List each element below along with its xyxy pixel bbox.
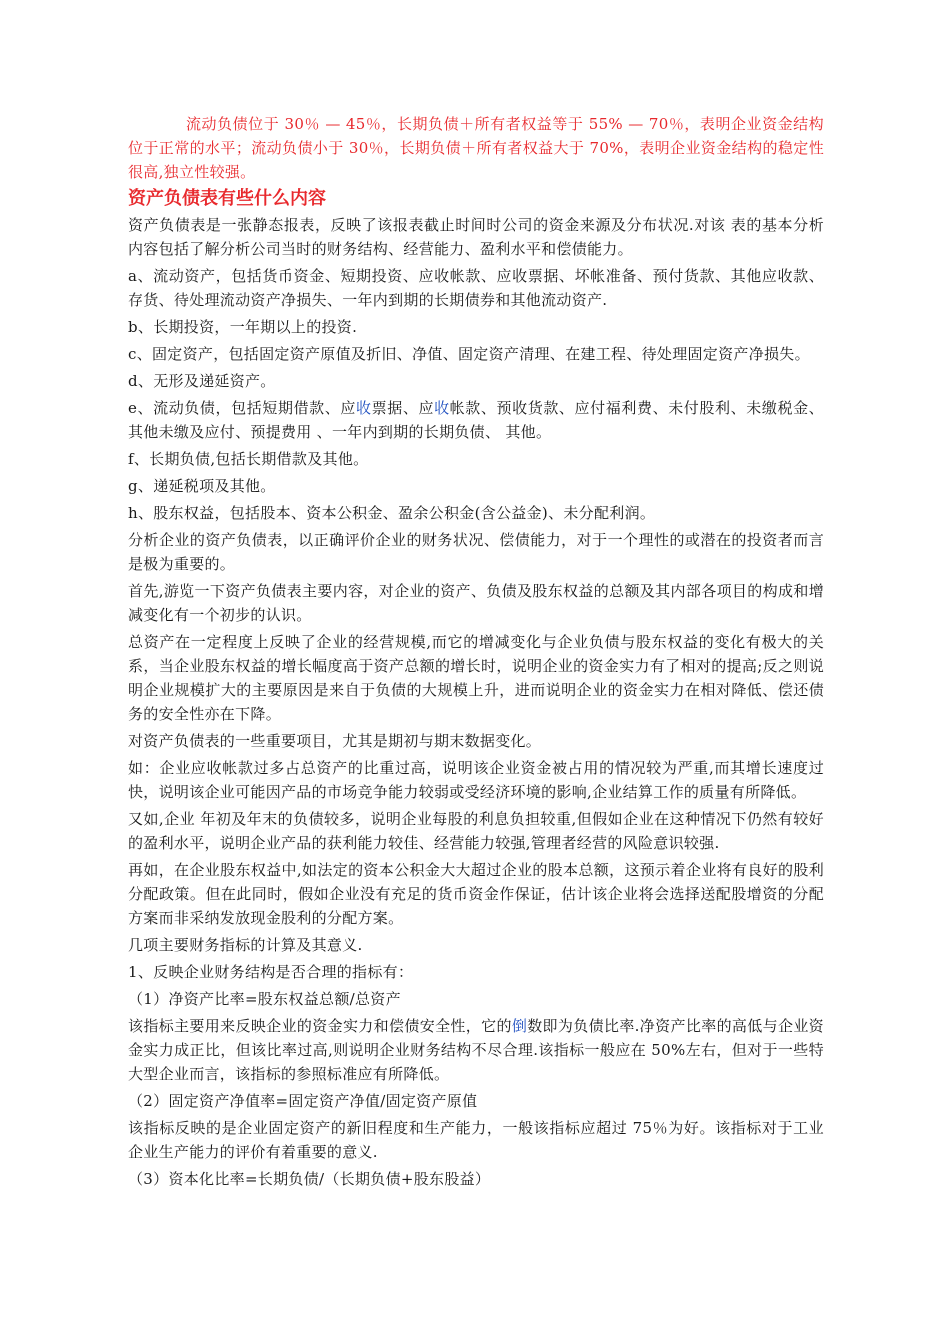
paragraph-analysis: 分析企业的资产负债表，以正确评价企业的财务状况、偿债能力，对于一个理性的或潜在的投资者而言是极为重要的。 — [128, 531, 824, 573]
paragraph-fixed-asset-ratio: 该指标反映的是企业固定资产的新旧程度和生产能力，一般该指标应超过 75％为好。该指标对于工业企业生产能力的评价有着重要的意义. — [128, 1119, 824, 1161]
paragraph-total-assets: 总资产在一定程度上反映了企业的经营规模,而它的增减变化与企业负债与股东权益的变化有极大的关系，当企业股东权益的增长幅度高于资产总额的增长时，说明企业的资金实力有了相对的提高;反之则说明企业规模扩大的主要原因是来自于负债的大规模上升，进而说明企业的资金实力在相对降低、偿还债务的安全性亦在下降。 — [128, 633, 824, 723]
item-e-highlight2: 收 — [434, 399, 450, 417]
section-heading: 资产负债表有些什么内容 — [128, 188, 326, 209]
formula-capitalization-ratio: （3）资本化比率=长期负债/（长期负债+股东股益） — [128, 1170, 491, 1188]
list-item-h: h、股东权益，包括股本、资本公积金、盈余公积金(含公益金)、未分配利润。 — [128, 504, 656, 522]
list-item-d: d、无形及递延资产。 — [128, 372, 276, 390]
paragraph-first-step: 首先,游览一下资产负债表主要内容，对企业的资产、负债及股东权益的总额及其内部各项目的构成和增减变化有一个初步的认识。 — [128, 582, 824, 624]
intro-paragraph: 流动负债位于 30％ — 45％，长期负债＋所有者权益等于 55% — 70％，表明企业资金结构位于正常的水平；流动负债小于 30％，长期负债＋所有者权益大于 70%，表明企业资金结构的稳定性很高,独立性较强。 — [128, 115, 824, 181]
list-item-e — [128, 396, 824, 444]
paragraph-indicators-intro: 几项主要财务指标的计算及其意义. — [128, 936, 363, 954]
list-item-a: a、流动资产，包括货币资金、短期投资、应收帐款、应收票据、坏帐准备、预付货款、其他应收款、存货、待处理流动资产净损失、一年内到期的长期债券和其他流动资产. — [128, 267, 824, 309]
document-page — [128, 112, 824, 1194]
p11-highlight: 倒 — [511, 1017, 528, 1035]
paragraph-overview: 资产负债表是一张静态报表，反映了该报表截止时间时公司的资金来源及分布状况.对该 表的基本分析内容包括了解分析公司当时的财务结构、经营能力、盈利水平和偿债能力。 — [128, 216, 824, 258]
paragraph-net-asset-ratio — [128, 1014, 824, 1086]
item-e-highlight1: 收 — [356, 399, 372, 417]
item-e-part3: 帐款、预收货款、应付福利费、未付股利、未缴税金、其他未缴及应付、预提费用 、一年内到期的长期负债、 其他。 — [128, 399, 824, 441]
paragraph-example-equity: 再如，在企业股东权益中,如法定的资本公积金大大超过企业的股本总额，这预示着企业将有良好的股利分配政策。但在此同时，假如企业没有充足的货币资金作保证，估计该企业将会选择送配股增资的分配方案而非采纳发放现金股利的分配方案。 — [128, 861, 824, 927]
formula-net-asset-ratio: （1）净资产比率=股东权益总额/总资产 — [128, 990, 401, 1008]
item-e-part1: e、流动负债，包括短期借款、应 — [128, 399, 357, 417]
list-item-g: g、递延税项及其他。 — [128, 477, 276, 495]
p11-part1: 该指标主要用来反映企业的资金实力和偿债安全性，它的 — [128, 1017, 512, 1035]
formula-fixed-asset-ratio: （2）固定资产净值率=固定资产净值/固定资产原值 — [128, 1092, 478, 1110]
paragraph-example-liabilities: 又如,企业 年初及年末的负债较多，说明企业每股的利息负担较重,但假如企业在这种情况下仍然有较好的盈利水平，说明企业产品的获利能力较佳、经营能力较强,管理者经营的风险意识较强. — [128, 810, 824, 852]
paragraph-structure-indicators: 1、反映企业财务结构是否合理的指标有： — [128, 963, 414, 981]
item-e-part2: 票据、应 — [371, 399, 435, 417]
list-item-f: f、长期负债,包括长期借款及其他。 — [128, 450, 369, 468]
paragraph-example-receivables: 如：企业应收帐款过多占总资产的比重过高，说明该企业资金被占用的情况较为严重,而其增长速度过快，说明该企业可能因产品的市场竞争能力较弱或受经济环境的影响,企业结算工作的质量有所降低。 — [128, 759, 824, 801]
list-item-c: c、固定资产，包括固定资产原值及折旧、净值、固定资产清理、在建工程、待处理固定资产净损失。 — [128, 345, 810, 363]
list-item-b: b、长期投资，一年期以上的投资. — [128, 318, 358, 336]
p11-part2: 数即为负债比率.净资产比率的高低与企业资金实力成正比，但该比率过高,则说明企业财务结构不尽合理.该指标一般应在 50%左右，但对于一些特大型企业而言，该指标的参照标准应有所降低。 — [128, 1017, 824, 1083]
paragraph-key-items: 对资产负债表的一些重要项目，尤其是期初与期末数据变化。 — [128, 732, 542, 750]
